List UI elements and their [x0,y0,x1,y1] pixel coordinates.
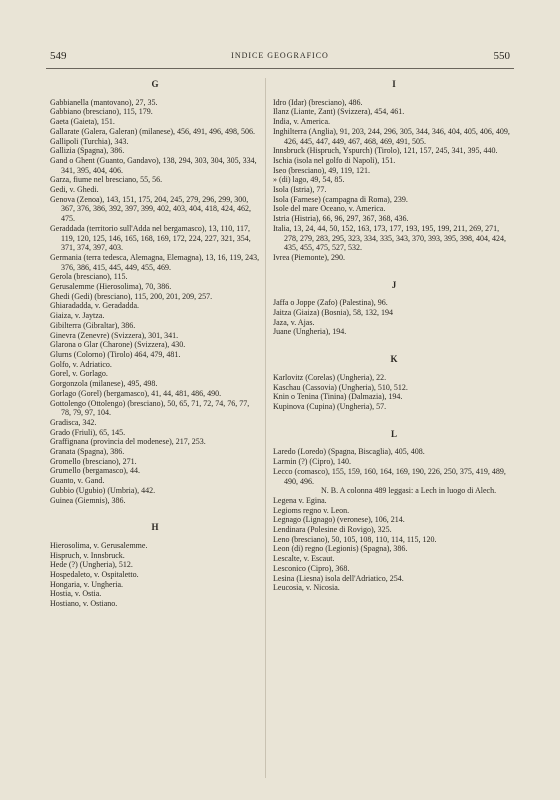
index-entry: Hostia, v. Ostia. [50,589,102,599]
index-entry: Guinea (Giemnis), 386. [50,495,126,505]
index-entry: Hierosolima, v. Gerusalemme. [50,540,148,550]
section-letter: L [390,428,397,439]
right-column [273,78,515,593]
page-header [50,50,510,66]
index-entry: Larmin (?) (Cipro), 140. [273,457,351,467]
index-entry: Ghedi (Gedi) (bresciano), 115, 200, 201, 209, 257. [50,291,213,301]
index-entry: Golfo, v. Adriatico. [50,359,112,369]
section-gap [273,412,515,428]
index-entry: Glarona o Glar (Charone) (Svizzera), 430. [50,340,186,350]
index-entry: Gallarate (Galera, Galeran) (milanese), 456, 491, 496, 498, 506. [50,126,256,136]
index-entry: Legena v. Egina. [273,495,327,505]
index-entry: Gand o Ghent (Guanto, Gandavo), 138, 294, 303, 304, 305, 334, 341, 395, 404, 406. [50,155,257,175]
section-gap [50,505,260,521]
index-entry: Legioms regno v. Leon. [273,505,350,515]
index-entry: Ischia (isola nel golfo di Napoli), 151. [273,155,396,165]
column-divider [265,78,266,778]
index-entry: Isola (Istria), 77. [273,185,327,195]
index-entry: Lesconico (Cipro), 368. [273,563,350,573]
index-entry: Hede (?) (Ungheria), 512. [50,560,133,570]
index-entry: India, v. America. [273,117,331,127]
section-letter: G [151,79,159,89]
index-entry: Gerola (bresciano), 115. [50,272,128,282]
index-entry: Giaiza, v. Jaytza. [50,311,105,321]
index-entry: Graffignana (provincia del modenese), 217, 253. [50,437,206,447]
section-gap [273,263,515,279]
index-entry: Ghiaradadda, v. Geradadda. [50,301,139,311]
index-entry: » (di) lago, 49, 54, 85. [273,175,345,185]
index-entry: Gabbianella (mantovano), 27, 35. [50,97,158,107]
index-entry: Iseo (bresciano), 49, 119, 121. [273,165,371,175]
index-entry: Kupinova (Cupina) (Ungheria), 57. [273,401,387,411]
index-entry: Gradisca, 342. [50,417,97,427]
left-column [50,78,260,609]
index-entry: Germania (terra tedesca, Alemagna, Elemagna), 13, 16, 119, 243, 376, 386, 415, 445, 449, 455, 469. [50,252,260,272]
index-entry: Grado (Friuli), 65, 145. [50,427,126,437]
index-entry: Inghilterra (Anglia), 91, 203, 244, 296, 305, 344, 346, 404, 405, 406, 409, 426, 445, 447, 449, 467, 468, 469, 491, 505. [273,126,510,146]
index-note: N. B. A colonna 489 leggasi: a Lech in luogo di Alech. [321,486,497,496]
index-entry: Gorgonzola (milanese), 495, 498. [50,379,158,389]
index-entry: Laredo (Loredo) (Spagna, Biscaglia), 405, 408. [273,447,425,457]
index-entry: Lescalte, v. Escaut. [273,554,335,564]
index-entry: Istria (Histria), 66, 96, 297, 367, 368, 436. [273,214,409,224]
index-entry: Lecco (comasco), 155, 159, 160, 164, 169, 190, 226, 250, 375, 419, 489, 490, 496. [273,466,506,486]
section-letter: J [391,279,397,290]
index-entry: Jaffa o Joppe (Zafo) (Palestina), 96. [273,298,388,308]
index-entry: Jaitza (Giaiza) (Bosnia), 58, 132, 194 [273,308,393,318]
index-entry: Gottolengo (Ottolengo) (bresciano), 50, 65, 71, 72, 74, 76, 77, 78, 79, 97, 104. [50,398,250,418]
index-entry: Grumello (bergamasco), 44. [50,466,141,476]
index-entry: Gromello (bresciano), 271. [50,456,137,466]
index-entry: Leucosia, v. Nicosia. [273,583,340,593]
index-entry: Hostiano, v. Ostiano. [50,599,118,609]
index-entry: Lendinara (Polesine di Rovigo), 325. [273,525,392,535]
index-entry: Juane (Ungheria), 194. [273,327,347,337]
index-entry: Idro (Idar) (bresciano), 486. [273,97,363,107]
index-entry: Geraddada (territorio sull'Adda nel bergamasco), 13, 110, 117, 119, 120, 125, 146, 165, 168, 169, 172, 224, 227, 321, 354, 371, 374, 397, 403. [50,223,251,253]
index-entry: Gerusalemme (Hierosolima), 70, 386. [50,282,172,292]
page-number-right: 550 [493,50,510,62]
index-entry: Gallipoli (Turchia), 343. [50,136,129,146]
index-entry: Granata (Spagna), 386. [50,447,125,457]
header-rule [46,68,514,69]
index-entry: Karlovitz (Corelas) (Ungheria), 22. [273,372,387,382]
section-letter: H [151,522,159,533]
page-number-left: 549 [50,50,67,62]
section-gap [273,337,515,353]
index-entry: Gubbio (Ugubio) (Umbria), 442. [50,485,156,495]
index-entry: Gibilterra (Gibraltar), 386. [50,320,136,330]
index-entry: Kaschau (Cassovia) (Ungheria), 510, 512. [273,382,408,392]
index-entry: Lesina (Liesna) isola dell'Adriatico, 254. [273,573,404,583]
index-entry: Hispruch, v. Innsbruck. [50,550,125,560]
index-entry: Gabbiano (bresciano), 115, 179. [50,107,153,117]
index-entry: Gedi, v. Ghedi. [50,185,99,195]
index-entry: Leno (bresciano), 50, 105, 108, 110, 114, 115, 120. [273,534,437,544]
section-letter: I [392,79,396,89]
page-title: INDICE GEOGRAFICO [231,51,329,60]
index-entry: Ivrea (Piemonte), 290. [273,252,345,262]
index-entry: Jaza, v. Ajas. [273,317,315,327]
index-entry: Gorlago (Gorel) (bergamasco), 41, 44, 481, 486, 490. [50,388,222,398]
index-entry: Ginevra (Zenevre) (Svizzera), 301, 341. [50,330,179,340]
index-entry: Leon (di) regno (Legionis) (Spagna), 386. [273,544,408,554]
index-entry: Innsbruck (Hispruch, Yspurch) (Tirolo), 121, 157, 245, 341, 395, 440. [273,146,498,156]
index-entry: Hongaria, v. Ungheria. [50,579,124,589]
index-entry: Legnago (Lignago) (veronese), 106, 214. [273,515,405,525]
index-entry: Gaeta (Gaieta), 151. [50,117,115,127]
index-entry: Gallizia (Spagna), 386. [50,146,125,156]
index-entry: Italia, 13, 24, 44, 50, 152, 163, 173, 177, 193, 195, 199, 211, 269, 271, 278, 279, 283, 295, 323, 334, 335, 343, 370, 393, 395, 398, 404, 424, 435, 455, 475, 527, 532. [273,223,506,253]
index-entry: Hospedaleto, v. Ospitaletto. [50,570,139,580]
index-entry: Gorel, v. Gorlago. [50,369,108,379]
index-entry: Glurns (Colorno) (Tirolo) 464, 479, 481. [50,349,181,359]
index-entry: Isola (Farnese) (campagna di Roma), 239. [273,194,408,204]
index-entry: Isole del mare Oceano, v. America. [273,204,386,214]
index-entry: Genova (Zenoa), 143, 151, 175, 204, 245, 279, 296, 299, 300, 367, 376, 386, 392, 397, 399, 402, 403, 404, 418, 424, 462, 475. [50,194,251,224]
index-entry: Knin o Tenina (Tinina) (Dalmazia), 194. [273,392,403,402]
section-letter: K [390,354,398,365]
index-entry: Garza, fiume nel bresciano, 55, 56. [50,175,163,185]
index-entry: Guanto, v. Gand. [50,476,105,486]
index-entry: Ilanz (Liante, Zant) (Svizzera), 454, 461. [273,107,405,117]
